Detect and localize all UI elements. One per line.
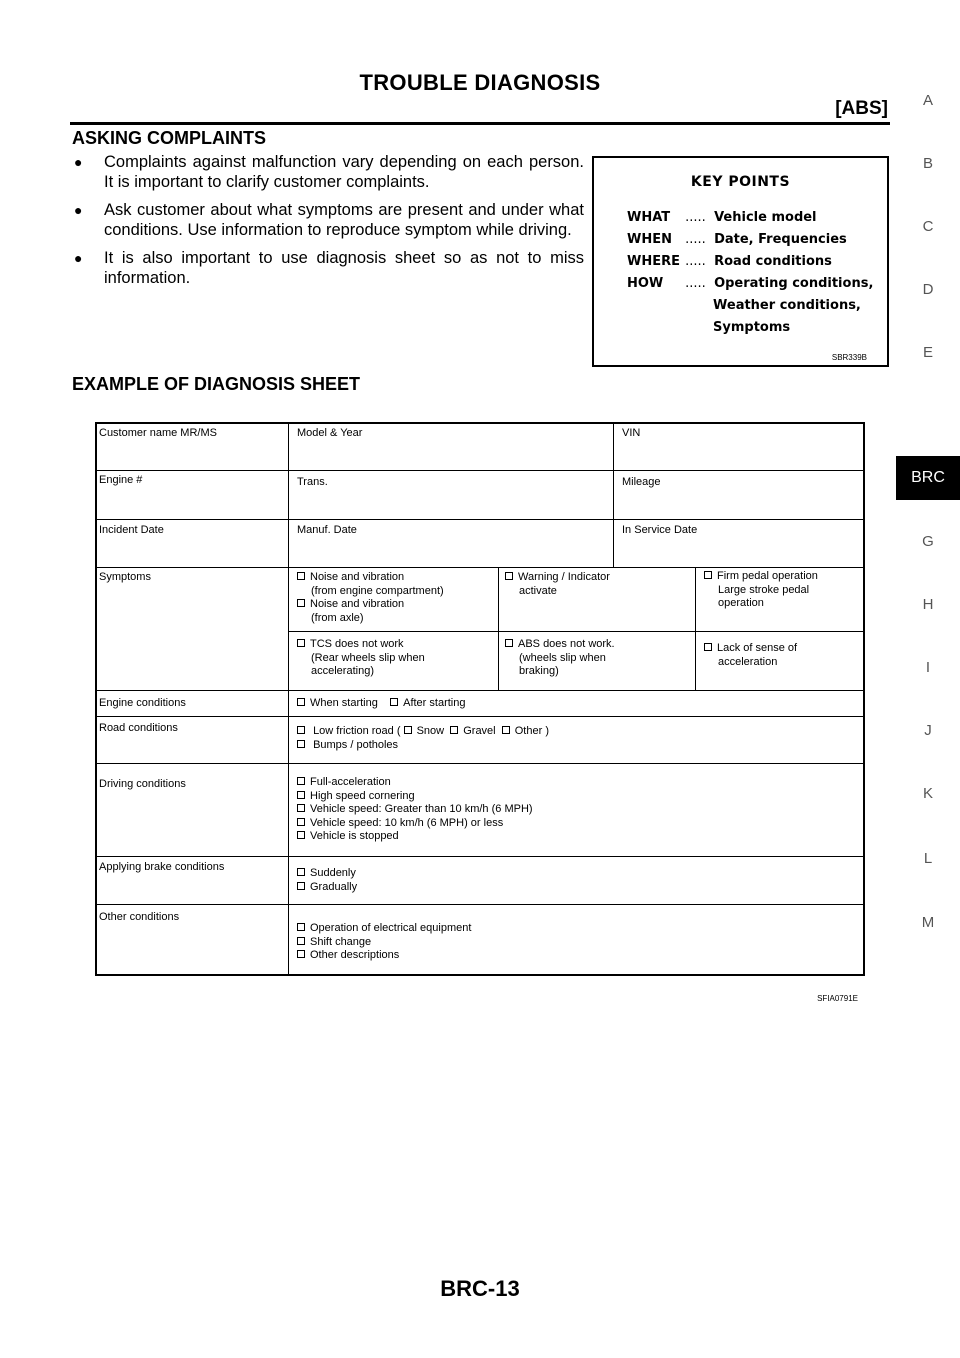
checkbox-icon[interactable] (297, 639, 305, 647)
sheet-figure-code: SFIA0791E (817, 994, 858, 1003)
tab-i[interactable]: I (925, 659, 931, 676)
tab-k[interactable]: K (922, 785, 933, 802)
figure-code: SBR339B (831, 353, 867, 362)
sheet-rule (288, 424, 289, 974)
symptom-firm-pedal: Firm pedal operation Large stroke pedal operation (704, 570, 818, 611)
bullet-icon: ● (74, 202, 83, 218)
label-symptoms: Symptoms (99, 571, 151, 583)
sheet-rule (97, 716, 863, 717)
symptom-tcs: TCS does not work (Rear wheels slip when accelerating) (297, 638, 425, 679)
sheet-rule (97, 567, 863, 568)
checkbox-icon[interactable] (505, 639, 513, 647)
tab-h[interactable]: H (922, 596, 934, 613)
label-in-service-date: In Service Date (622, 524, 698, 536)
label-trans: Trans. (297, 476, 328, 488)
other-conditions-options: Operation of electrical equipment Shift change Other descriptions (297, 922, 471, 963)
label-mileage: Mileage (622, 476, 661, 488)
diagnosis-sheet-table (95, 422, 865, 976)
checkbox-icon[interactable] (450, 726, 458, 734)
tab-d[interactable]: D (922, 281, 934, 298)
checkbox-icon[interactable] (297, 726, 305, 734)
bullet-icon: ● (74, 154, 83, 170)
label-incident-date: Incident Date (99, 524, 164, 536)
key-point-weather: Weather conditions, (713, 298, 861, 313)
tab-l[interactable]: L (923, 850, 933, 867)
sheet-rule (97, 519, 863, 520)
key-points-title: KEY POINTS (690, 174, 791, 190)
key-point-symptoms: Symptoms (713, 320, 791, 335)
driving-conditions-options: Full-acceleration High speed cornering Vehicle speed: Greater than 10 km/h (6 MPH) Vehicle speed: 10 km/h (6 MPH) or less Vehicle is stopped (297, 776, 533, 844)
bullet-item: ● It is also important to use diagnosis sheet so as not to miss information. (74, 249, 584, 287)
tab-g[interactable]: G (922, 533, 934, 550)
complaints-bullet-list (72, 152, 584, 296)
checkbox-icon[interactable] (297, 882, 305, 890)
checkbox-icon[interactable] (297, 923, 305, 931)
sheet-rule (97, 904, 863, 905)
key-point-what: WHAT ..... Vehicle model (627, 210, 817, 225)
tab-j[interactable]: J (924, 722, 932, 739)
example-heading: EXAMPLE OF DIAGNOSIS SHEET (72, 374, 361, 394)
symptom-warning: Warning / Indicator activate (505, 571, 610, 598)
tab-b[interactable]: B (922, 155, 933, 172)
label-road-conditions: Road conditions (99, 722, 178, 734)
key-point-how: HOW ..... Operating conditions, (627, 276, 874, 291)
page-title: TROUBLE DIAGNOSIS (359, 70, 601, 95)
braking-conditions-options: Suddenly Gradually (297, 867, 357, 894)
label-engine-conditions: Engine conditions (99, 697, 186, 709)
checkbox-icon[interactable] (404, 726, 412, 734)
bullet-item: ● Complaints against malfunction vary depending on each person. It is important to clarify customer complaints. (74, 153, 584, 191)
key-points-figure (592, 156, 889, 367)
label-braking-conditions: Applying brake conditions (99, 861, 225, 873)
header-rule (70, 122, 890, 125)
label-driving-conditions: Driving conditions (99, 778, 186, 790)
tab-brc[interactable]: BRC (896, 456, 960, 500)
label-customer-name: Customer name MR/MS (99, 427, 217, 439)
page-number: BRC-13 (440, 1276, 520, 1301)
symptom-lack-acceleration: Lack of sense of acceleration (704, 642, 797, 669)
checkbox-icon[interactable] (390, 698, 398, 706)
checkbox-icon[interactable] (297, 831, 305, 839)
sheet-rule (695, 567, 696, 690)
checkbox-icon[interactable] (297, 950, 305, 958)
checkbox-icon[interactable] (297, 804, 305, 812)
tab-e[interactable]: E (922, 344, 933, 361)
bullet-item: ● Ask customer about what symptoms are present and under what conditions. Use information to reproduce symptom while driving. (74, 201, 584, 239)
sheet-rule (97, 856, 863, 857)
checkbox-icon[interactable] (297, 740, 305, 748)
label-model-year: Model & Year (297, 427, 363, 439)
checkbox-icon[interactable] (704, 643, 712, 651)
road-conditions-options: Low friction road ( Snow Gravel Other ) Bumps / potholes (297, 725, 549, 752)
symptom-noise-engine: Noise and vibration (from engine compartment) Noise and vibration (from axle) (297, 571, 444, 625)
key-point-where: WHERE ..... Road conditions (627, 254, 832, 269)
checkbox-icon[interactable] (297, 868, 305, 876)
key-point-when: WHEN ..... Date, Frequencies (627, 232, 847, 247)
checkbox-icon[interactable] (297, 777, 305, 785)
sheet-rule (97, 690, 863, 691)
engine-conditions-options: When starting After starting (297, 697, 465, 711)
sheet-rule (97, 763, 863, 764)
checkbox-icon[interactable] (297, 572, 305, 580)
checkbox-icon[interactable] (297, 791, 305, 799)
asking-complaints-heading: ASKING COMPLAINTS (72, 128, 267, 148)
label-engine-no: Engine # (99, 474, 143, 486)
sheet-rule (613, 424, 614, 567)
checkbox-icon[interactable] (704, 571, 712, 579)
label-vin: VIN (622, 427, 641, 439)
sheet-rule (288, 631, 863, 632)
checkbox-icon[interactable] (297, 818, 305, 826)
label-manuf-date: Manuf. Date (297, 524, 357, 536)
checkbox-icon[interactable] (297, 937, 305, 945)
checkbox-icon[interactable] (505, 572, 513, 580)
tab-m[interactable]: M (921, 914, 935, 931)
bullet-icon: ● (74, 250, 83, 266)
sheet-rule (498, 567, 499, 690)
symptom-abs: ABS does not work. (wheels slip when braking) (505, 638, 615, 679)
tab-c[interactable]: C (922, 218, 934, 235)
checkbox-icon[interactable] (297, 599, 305, 607)
checkbox-icon[interactable] (297, 698, 305, 706)
label-other-conditions: Other conditions (99, 911, 180, 923)
checkbox-icon[interactable] (502, 726, 510, 734)
tab-a[interactable]: A (922, 92, 933, 109)
section-label: [ABS] (835, 98, 888, 119)
sheet-rule (97, 470, 863, 471)
